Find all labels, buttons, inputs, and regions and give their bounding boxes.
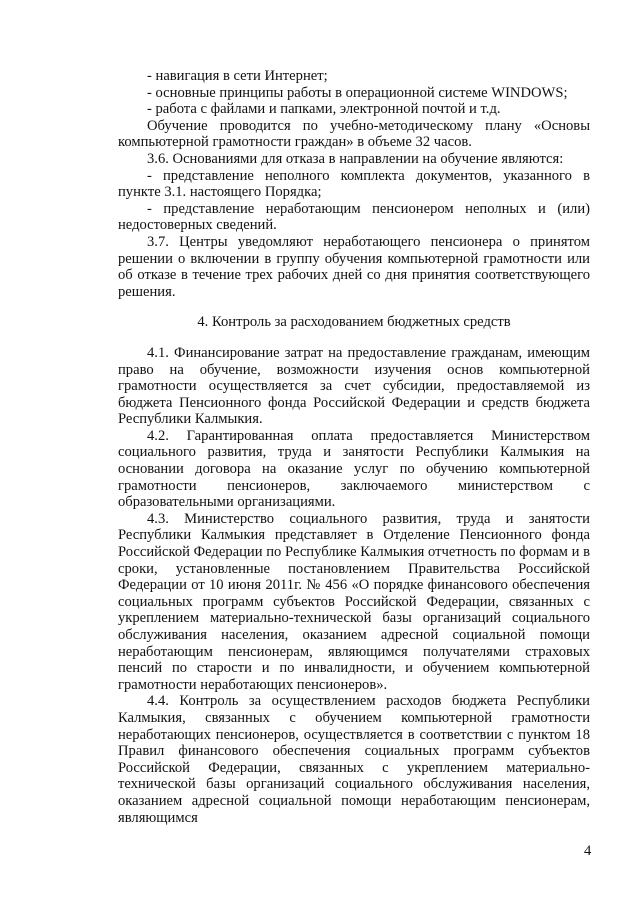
list-item-files: - работа с файлами и папками, электронной почтой и т.д.: [147, 101, 501, 118]
clause-3-6: 3.6. Основаниями для отказа в направлении на обучение являются:: [147, 150, 564, 167]
clause-4-4: 4.4. Контроль за осуществлением расходов бюджета Республики Калмыкия, связанных с обучением компьютерной грамотности неработающих пенсионеров, осуществляется в соответствии с пунктом 18 Правил финансового обеспечения социальных программ субъектов Российской Федерации, связанных с укреплением материально-технической базы организаций социального обслуживания населения, оказанием адресной социальной помощи неработающим пенсионерам, являющимся: [118, 693, 590, 826]
page-number: 4: [584, 843, 592, 859]
clause-3-7: 3.7. Центры уведомляют неработающего пенсионера о принятом решении о включении в группу обучения компьютерной грамотности или об отказе в течение трех рабочих дней со дня принятия соответствующего решения.: [118, 233, 590, 300]
clause-3-6-item-inaccurate: - представление неработающим пенсионером неполных и (или) недостоверных сведений.: [118, 200, 590, 234]
clause-3-6-item-incomplete: - представление неполного комплекта документов, указанного в пункте 3.1. настоящего Порядка;: [118, 167, 590, 201]
page-body: [118, 68, 590, 826]
clause-4-1: 4.1. Финансирование затрат на предоставление гражданам, имеющим право на обучение, возможности изучения основ компьютерной грамотности осуществляется за счет субсидии, предоставляемой из бюджета Пенсионного фонда Российской Федерации и средств бюджета Республики Калмыкия.: [118, 344, 590, 428]
section-spacer: [118, 300, 590, 314]
list-item-internet: - навигация в сети Интернет;: [147, 68, 328, 84]
clause-4-2: 4.2. Гарантированная оплата предоставляется Министерством социального развития, труда и занятости Республики Калмыкия на основании договора на оказание услуг по обучению компьютерной грамотности пенсионеров, заключаемого министерством с образовательными организациями.: [118, 427, 590, 511]
list-item-windows: - основные принципы работы в операционной системе WINDOWS;: [147, 84, 568, 101]
section-4-title: 4. Контроль за расходованием бюджетных средств: [197, 314, 511, 331]
clause-4-3: 4.3. Министерство социального развития, труда и занятости Республики Калмыкия представляет в Отделение Пенсионного фонда Российской Федерации по Республике Калмыкия отчетность по формам и в сроки, установленные постановлением Правительства Российской Федерации от 10 июня 2011г. № 456 «О порядке финансового обеспечения социальных программ субъектов Российской Федерации, связанных с укреплением материально-технической базы организаций социального обслуживания населения, оказанием адресной социальной помощи неработающим пенсионерам, являющимся получателями страховых пенсий по старости и по инвалидности, и обучением компьютерной грамотности неработающих пенсионеров».: [118, 510, 590, 693]
training-paragraph: Обучение проводится по учебно-методическому плану «Основы компьютерной грамотности граждан» в объеме 32 часов.: [118, 117, 590, 151]
section-spacer: [118, 331, 590, 345]
